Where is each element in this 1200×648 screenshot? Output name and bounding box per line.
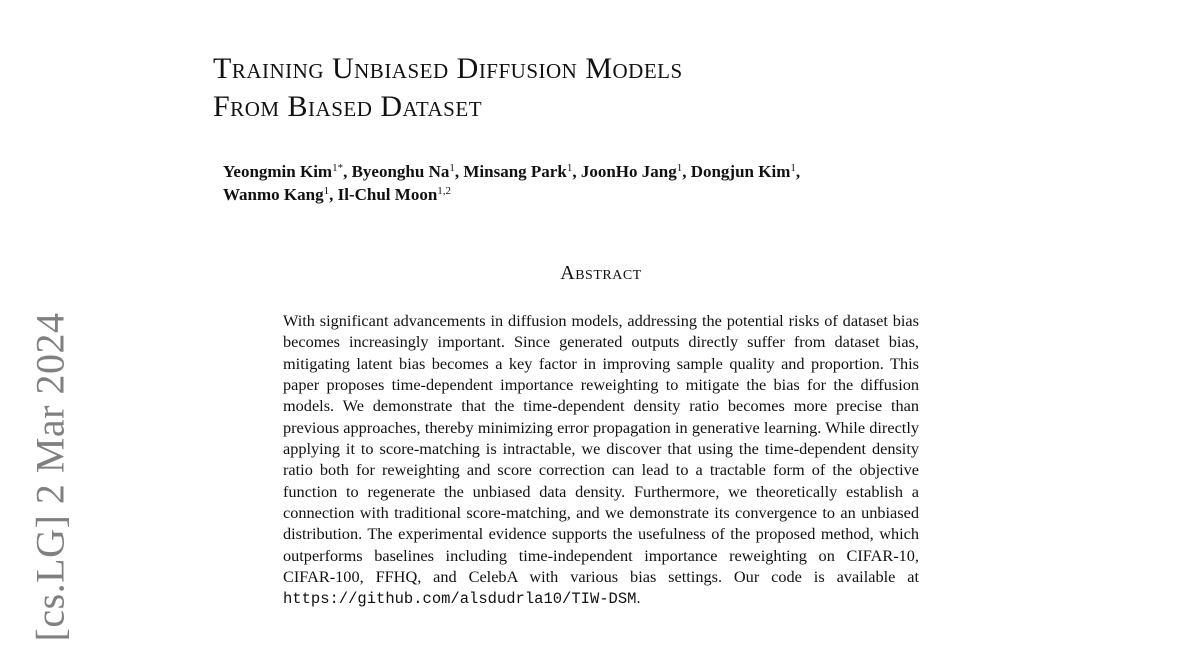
code-link[interactable]: https://github.com/alsdudrla10/TIW-DSM [283, 590, 637, 609]
author-name: JoonHo Jang [580, 162, 677, 181]
abstract-heading: Abstract [560, 262, 642, 284]
author-affiliation: 1,2 [437, 185, 452, 197]
title-line-1: Training Unbiased Diffusion Models [213, 52, 683, 85]
author-name: Wanmo Kang [223, 185, 324, 204]
author-affiliation: 1 [790, 162, 796, 174]
abstract-body [283, 310, 919, 611]
author-separator: , [343, 162, 352, 181]
author-separator: , [682, 162, 691, 181]
author-separator: , [795, 162, 801, 181]
arxiv-sidebar [26, 312, 74, 642]
author-name: Minsang Park [463, 162, 567, 181]
author-list [223, 160, 943, 206]
paper-title [213, 50, 683, 126]
abstract-text: With significant advancements in diffusion models, addressing the potential risks of dataset bias becomes increasingly important. Since generated outputs directly suffer from dataset bias, mitigating latent bias becomes a key factor in improving sample quality and proportion. This paper proposes time-dependent importance reweighting to mitigate the bias for the diffusion models. We demonstrate that the time-dependent density ratio becomes more precise than previous approaches, thereby minimizing error propagation in generative learning. While directly applying it to score-matching is intractable, we discover that using the time-dependent density ratio both for reweighting and score correction can lead to a tractable form of the objective function to regenerate the unbiased data density. Furthermore, we theoretically establish a connection with traditional score-matching, and we demonstrate its convergence to an unbiased distribution. The experimental evidence supports the usefulness of the proposed method, which outperforms baselines including time-independent importance reweighting on CIFAR-10, CIFAR-100, FFHQ, and CelebA with various bias settings. Our code is available at [283, 311, 919, 587]
author-affiliation: 1 [449, 162, 455, 174]
author-name: Byeonghu Na [351, 162, 450, 181]
abstract-end-punct: . [636, 588, 641, 608]
author-separator: , [572, 162, 581, 181]
author-affiliation: 1 [676, 162, 683, 174]
author-affiliation: 1 [323, 185, 330, 197]
author-affiliation: 1 [566, 162, 573, 174]
author-affiliation: 1* [332, 162, 344, 174]
author-separator: , [454, 162, 464, 181]
author-name: Yeongmin Kim [223, 162, 333, 181]
author-name: Dongjun Kim [690, 162, 791, 181]
title-line-2: From Biased Dataset [213, 90, 483, 123]
author-separator: , [329, 185, 338, 204]
author-name: Il-Chul Moon [337, 185, 438, 204]
arxiv-identifier: [cs.LG] 2 Mar 2024 [27, 312, 73, 642]
